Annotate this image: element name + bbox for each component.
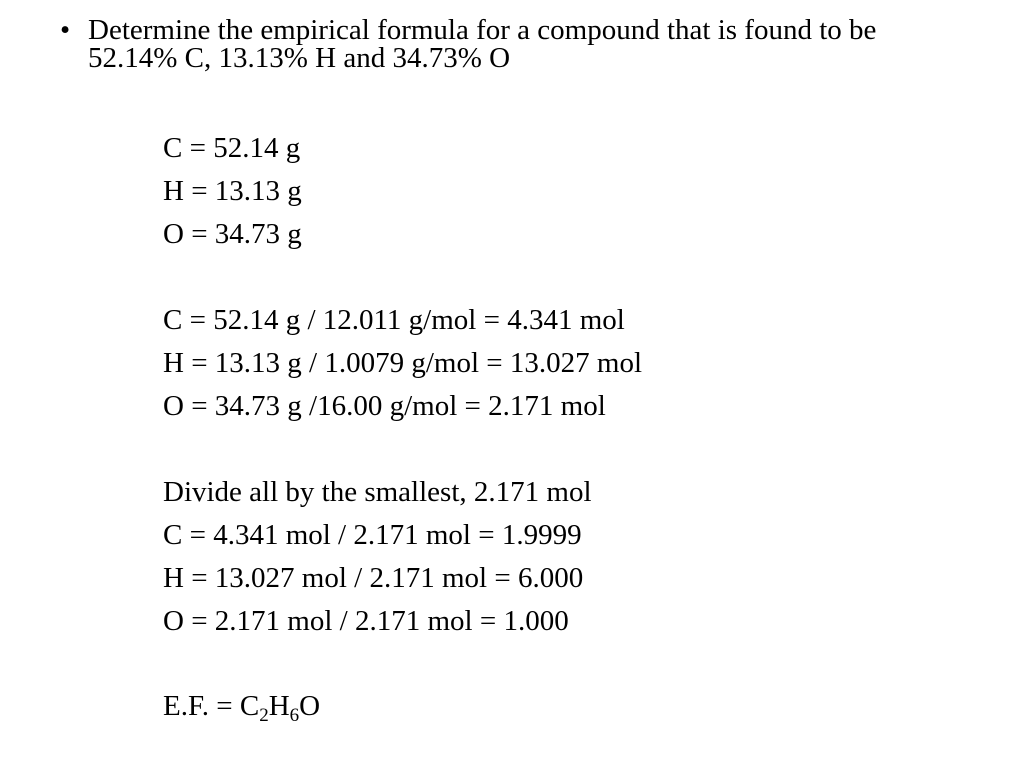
mass-oxygen: O = 34.73 g	[163, 218, 302, 250]
question-text: Determine the empirical formula for a compound that is found to be 52.14% C, 13.13% H and 34.73% O	[88, 14, 877, 74]
moles-carbon: C = 52.14 g / 12.011 g/mol = 4.341 mol	[163, 304, 625, 336]
ef-hydrogen-subscript: 6	[289, 705, 300, 726]
mass-hydrogen: H = 13.13 g	[163, 175, 302, 207]
ratio-oxygen: O = 2.171 mol / 2.171 mol = 1.000	[163, 605, 569, 637]
ef-prefix: E.F. = C	[163, 690, 260, 722]
ef-hydrogen: H	[268, 690, 290, 722]
divide-instruction: Divide all by the smallest, 2.171 mol	[163, 476, 592, 508]
ratio-carbon: C = 4.341 mol / 2.171 mol = 1.9999	[163, 519, 582, 551]
moles-hydrogen: H = 13.13 g / 1.0079 g/mol = 13.027 mol	[163, 347, 642, 379]
moles-oxygen: O = 34.73 g /16.00 g/mol = 2.171 mol	[163, 390, 606, 422]
ratio-hydrogen: H = 13.027 mol / 2.171 mol = 6.000	[163, 562, 584, 594]
mass-carbon: C = 52.14 g	[163, 132, 301, 164]
ef-oxygen: O	[299, 690, 321, 722]
ef-carbon-subscript: 2	[259, 705, 269, 726]
bullet-icon: •	[60, 14, 71, 46]
empirical-formula	[163, 689, 321, 726]
